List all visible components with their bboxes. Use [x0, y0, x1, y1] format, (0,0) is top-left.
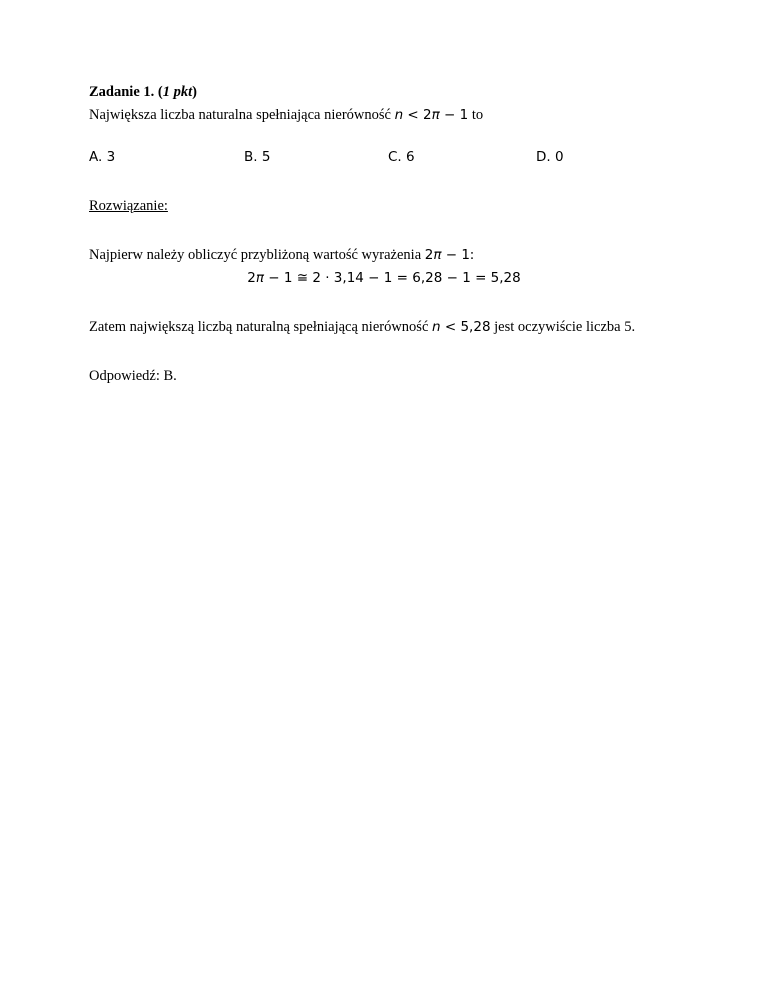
equation-a: 2	[247, 270, 256, 286]
option-b: B. 5	[244, 149, 271, 165]
option-d: D. 0	[536, 149, 564, 165]
answer-line: Odpowiedź: B.	[89, 368, 177, 384]
points-open: (	[157, 84, 163, 100]
solution-intro-end: :	[469, 247, 475, 263]
solution-equation	[0, 270, 768, 286]
question-var: n	[394, 107, 404, 123]
question-math: < 2	[403, 107, 432, 123]
question-math-tail: − 1	[439, 107, 469, 123]
conclusion-var: n	[432, 319, 441, 335]
conclusion-text: Zatem największą liczbą naturalną spełniającą nierówność	[89, 319, 433, 335]
solution-intro-math: 2	[424, 247, 434, 263]
question-end: to	[468, 107, 484, 123]
solution-conclusion-line	[89, 319, 635, 336]
solution-intro-math-tail: − 1	[441, 247, 470, 263]
conclusion-math: < 5,28	[440, 319, 491, 335]
task-title-line	[89, 84, 197, 101]
equation-pi: π	[255, 270, 264, 286]
solution-intro-line	[89, 247, 474, 264]
question-line	[89, 107, 483, 124]
solution-intro-text: Najpierw należy obliczyć przybliżoną wartość wyrażenia	[89, 247, 425, 263]
equation-b: − 1 ≅ 2 · 3,14 − 1 = 6,28 − 1 = 5,28	[263, 270, 521, 286]
task-title: Zadanie 1.	[89, 84, 155, 100]
option-c: C. 6	[388, 149, 415, 165]
solution-heading: Rozwiązanie:	[89, 198, 168, 214]
points-close: )	[192, 84, 197, 100]
option-a: A. 3	[89, 149, 116, 165]
question-pi: π	[431, 107, 440, 123]
question-text: Największa liczba naturalna spełniająca nierówność	[89, 107, 395, 123]
task-points: 1 pkt	[162, 84, 193, 100]
solution-intro-pi: π	[433, 247, 442, 263]
conclusion-end: jest oczywiście liczba 5.	[490, 319, 636, 335]
